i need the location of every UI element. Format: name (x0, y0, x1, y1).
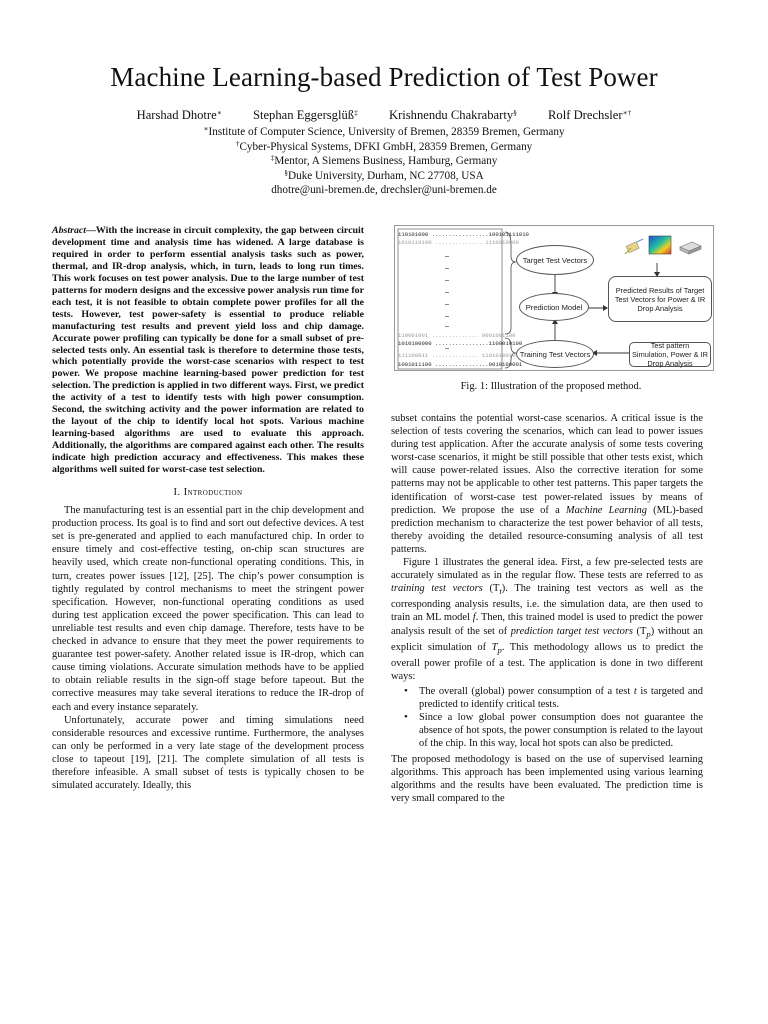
paper-title: Machine Learning-based Prediction of Test Power (110, 62, 658, 92)
prediction-model-node: Prediction Model (519, 293, 589, 321)
vector-line-2: 1010110100 .............. 1110010000 (398, 239, 519, 246)
author-4: Rolf Drechsler∗† (548, 108, 632, 122)
author-3: Krishnendu Chakrabarty§ (388, 108, 517, 122)
right-paragraph-1: subset contains the potential worst-case scenarios. A critical issue is the selection of tests covering the scenarios, which can lead to power issues during test application. After the accurate analysis of some tests covering worst-case scenarios, it might be still possible that other tests exist, which will cause power-related issues. Also the corrective iteration for some patterns may not be applicable to other test patterns. This paper targets the identification of worst-case test power-related issues by means of prediction. We propose the use of a Machine Learning (ML)-based prediction mechanism to characterize the test power behavior of all tests, thereby avoiding the detailed resource-consuming analysis of all test patterns. (391, 413, 703, 555)
chip-icon (623, 238, 645, 256)
left-column (52, 225, 364, 792)
author-1: Harshad Dhotre∗ (136, 108, 222, 122)
simulation-box: Test pattern Simulation, Power & IR Drop Analysis (629, 342, 711, 367)
affiliation-3: ‡Mentor, A Siemens Business, Hamburg, Germany (270, 153, 498, 168)
target-test-vectors-node: Target Test Vectors (516, 245, 594, 275)
abstract: Abstract—With the increase in circuit complexity, the gap between circuit development time and analysis time has widened. A large database is required in order to perform essential analysis tasks such as power, thermal, and IR-drop analysis, which, in turn, leads to long run times. This work focuses on test power analysis. Due to the large number of test patterns for modern designs and the excessive power analysis run time for each test, it is not feasible to obtain complete power profiles for all the tests. However, test power-safety is essential to produce reliable manufacturing test results and prevent yield loss and chip damage. Accurate power profiling can typically be done for a small subset of pre-selected tests only. An essential task is therefore to determine those tests, which potentially provide the worst-case scenarios with respect to test power. We propose machine learning-based power prediction for test selection. The prediction is applied in two different ways. First, we predict the activity of a test to identify tests with high power consumption. Second, the switching activity and the power information are related to the layout of the chip to identify local hot spots. Various machine learning-based algorithms are used to evaluate this approach. Additionally, the algorithms are compared against each other. The results indicate high prediction accuracy and effectiveness. This makes these algorithms well suited for worst-case test selection. (52, 225, 364, 476)
author-2: Stephan Eggersglüß‡ (252, 108, 358, 122)
intro-paragraph-2: Unfortunately, accurate power and timing simulations need considerable resources and excessive runtime. Furthermore, the analyses can only be performed in a very late stage of the development process close to tapeout [19], [21]. The complete simulation of all tests is therefore infeasible. A small subset of tests is typically chosen to be simulated accurately. Ideally, this (52, 714, 364, 792)
vector-line-4: 1010100000 ................1100010100 (398, 340, 523, 347)
server-icon (677, 238, 703, 256)
author-list (0, 108, 768, 123)
heatmap-icon (647, 232, 673, 258)
section-heading-introduction: I. Introduction (173, 487, 243, 499)
predicted-results-box: Predicted Results of Target Test Vectors for Power & IR Drop Analysis (608, 276, 712, 322)
list-item: • Since a low global power consumption does not guarantee the absence of hot spots, the power consumption is related to the layout of the chip. In this way, local hot spots can also be predicted. (391, 711, 703, 750)
application-list (391, 685, 703, 750)
affiliation-4: §Duke University, Durham, NC 27708, USA (284, 167, 484, 182)
vector-line-6: 1001011100 ................0010100001 (398, 361, 523, 368)
author-emails: dhotre@uni-bremen.de, drechsler@uni-bremen.de (271, 184, 497, 197)
vector-line-5: 111100011 .............. 1101010010 (398, 352, 516, 359)
intro-paragraph-1: The manufacturing test is an essential part in the chip development and production process. Its goal is to find and sort out defective devices. A test set is pre-generated and applied to each manufactured chip. In order to ensure timely and cost-effective testing, on-chip scan structures are heavily used, which create non-functional operating conditions. This, in turn, creates power issues [12], [25]. The chip’s power consumption is tightly regulated by control mechanisms to meet the stringent power specification. However, non-functional operating conditions as used during test application exceed the power specification. This can lead to unreliable test results and even chip damage. Therefore, tests have to be checked in advance to ensure that they meet the power requirements to guarantee test power-safety. Another related issue is IR-drop, which can cause timing violations. Accurate simulation methods have to be applied to obtain reliable results in the sign-off stage before tapeout. But the corrective measures may take several iterations to reduce the IR-drop of each and every instance separately. (52, 505, 364, 713)
right-column (391, 412, 703, 805)
affiliation-1: ∗Institute of Computer Science, University of Bremen, 28359 Bremen, Germany (203, 124, 565, 138)
right-paragraph-3: The proposed methodology is based on the use of supervised learning algorithms. This approach has been implemented using various learning algorithms and the results have been evaluated. The prediction time is very small compared to the (391, 753, 703, 804)
figure-1 (394, 225, 714, 371)
vector-line-3: 110001001 .............. 0001001100 (398, 332, 516, 339)
training-test-vectors-node: Training Test Vectors (516, 340, 594, 368)
vector-line-1: 110101000 .................100101111010 (398, 231, 529, 238)
affiliation-2: †Cyber-Physical Systems, DFKI GmbH, 28359 Bremen, Germany (235, 138, 533, 153)
affiliations (0, 125, 768, 198)
figure-1-caption: Fig. 1: Illustration of the proposed method. (460, 381, 642, 392)
list-item: • The overall (global) power consumption of a test t is targeted and predicted to identify critical tests. (391, 685, 703, 711)
right-paragraph-2: Figure 1 illustrates the general idea. First, a few pre-selected tests are accurately simulated as in the regular flow. These tests are referred to as training test vectors $(T_t)$. The training test vectors as well as the corresponding analysis results, i.e. the simulation data, are then used to train an ML model f. Then, this trained model is used to predict the power analysis result of the set of prediction target test vectors $(T_p)$ without an explicit simulation of $T_p$. This methodology allows us to predict the overall power profile of a test. The application is done in two different ways: (391, 557, 703, 683)
